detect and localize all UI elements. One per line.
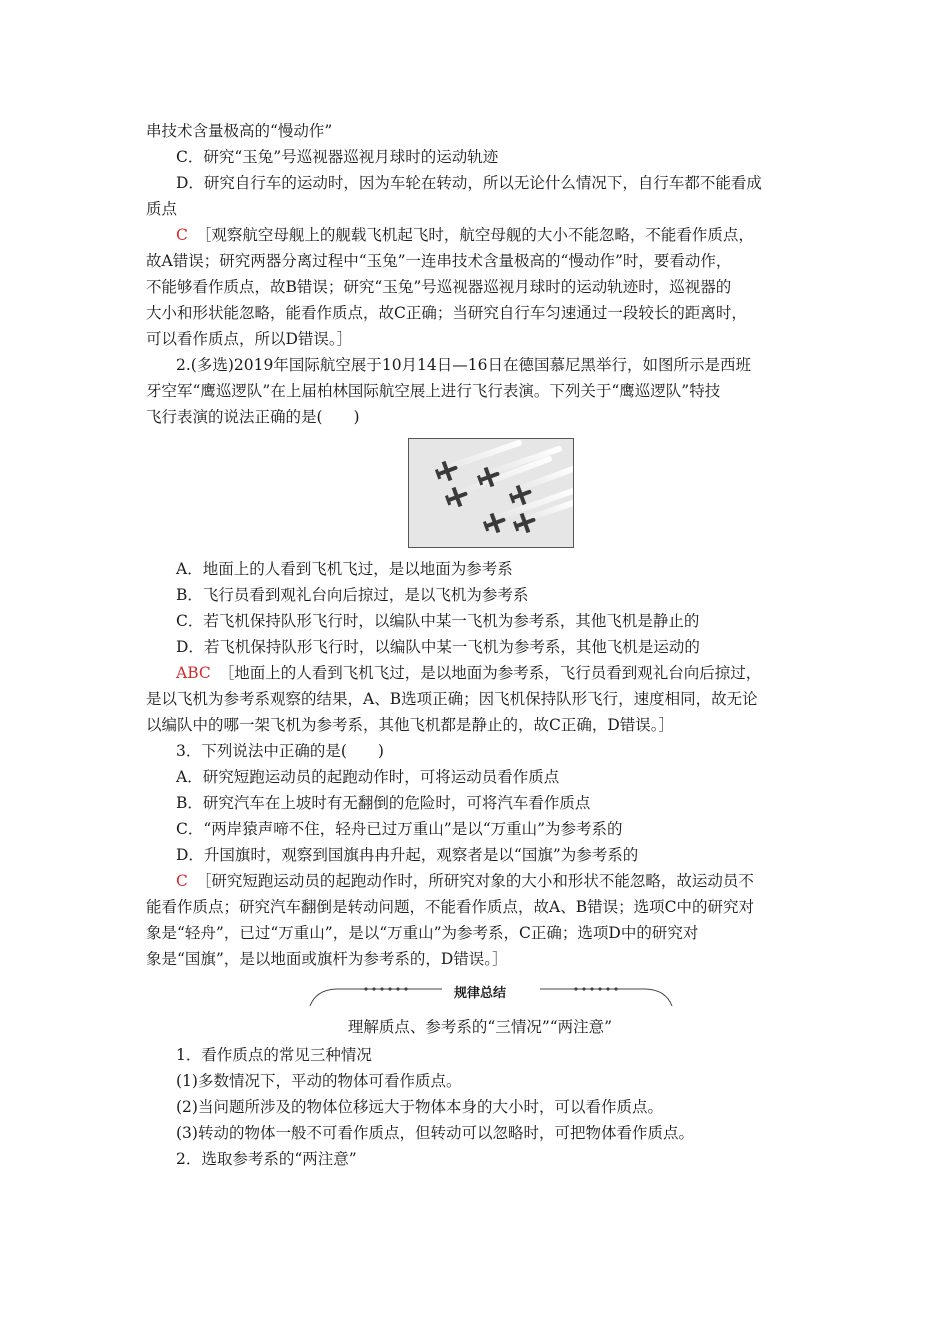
q3-answer-text: ［研究短跑运动员的起跑动作时，所研究对象的大小和形状不能忽略，故运动员不 [195,872,754,890]
summary-item: (3)转动的物体一般不可看作质点，但转动可以忽略时，可把物体看作质点。 [176,1124,694,1142]
q3-option: C．“两岸猿声啼不住，轻舟已过万重山”是以“万重山”为参考系的 [176,820,623,838]
q2-stem-line: 2.(多选)2019年国际航空展于10月14日—16日在德国慕尼黑举行，如图所示是西班 [176,356,752,374]
aerobatic-team-photo [408,438,574,548]
q1-answer-first-line [146,222,814,248]
q3-option: A．研究短跑运动员的起跑动作时，可将运动员看作质点 [176,768,560,786]
q1-option-d-continued: 质点 [146,200,178,218]
q3-option: B．研究汽车在上坡时有无翻倒的危险时，可将汽车看作质点 [176,794,591,812]
summary-item: 2．选取参考系的“两注意” [176,1150,357,1168]
q3-answer-line: 象是“国旗”，是以地面或旗杆为参考系的，D错误。］ [146,950,508,968]
q2-stem-line: 牙空军“鹰巡逻队”在上届柏林国际航空展上进行飞行表演。下列关于“鹰巡逻队”特技 [146,382,721,400]
q2-option: B．飞行员看到观礼台向后掠过，是以飞机为参考系 [176,586,529,604]
q3-option: D．升国旗时，观察到国旗冉冉升起，观察者是以“国旗”为参考系的 [176,846,639,864]
jets-formation-illustration [409,439,573,547]
q2-answer-first-line [146,660,814,686]
q1-option-d: D．研究自行车的运动时，因为车轮在转动，所以无论什么情况下，自行车都不能看成 [176,174,762,192]
q1-answer-line: 故A错误；研究两器分离过程中“玉兔”一连串技术含量极高的“慢动作”时，要看动作， [146,252,732,270]
q1-answer-letter: C [176,226,188,244]
q3-stem: 3．下列说法中正确的是( ) [176,742,384,760]
page-content [146,118,814,1172]
summary-item: 1．看作质点的常见三种情况 [176,1046,372,1064]
q2-option: C．若飞机保持队形飞行时，以编队中某一飞机为参考系，其他飞机是静止的 [176,612,700,630]
q1-option-c: C．研究“玉兔”号巡视器巡视月球时的运动轨迹 [176,148,499,166]
summary-banner [146,980,814,1014]
q3-answer-line: 能看作质点；研究汽车翻倒是转动问题，不能看作质点，故A、B错误；选项C中的研究对 [146,898,754,916]
q2-stem-line: 飞行表演的说法正确的是( ) [146,408,360,426]
q3-answer-letter: C [176,872,188,890]
q2-answer-text: ［地面上的人看到飞机飞过，是以地面为参考系，飞行员看到观礼台向后掠过， [218,664,762,682]
q1-option-b-continued: 串技术含量极高的“慢动作” [146,122,333,140]
summary-subtitle: 理解质点、参考系的“三情况”“两注意” [347,1018,613,1036]
q2-option: D．若飞机保持队形飞行时，以编队中某一飞机为参考系，其他飞机是运动的 [176,638,700,656]
summary-item: (1)多数情况下，平动的物体可看作质点。 [176,1072,462,1090]
q1-answer-line: 大小和形状能忽略，能看作质点，故C正确；当研究自行车匀速通过一段较长的距离时， [146,304,747,322]
q2-answer-line: 是以飞机为参考系观察的结果，A、B选项正确；因飞机保持队形飞行，速度相同，故无论 [146,690,758,708]
q3-answer-first-line [146,868,814,894]
q2-answer-line: 以编队中的哪一架飞机为参考系，其他飞机都是静止的，故C正确，D错误。］ [146,716,675,734]
q2-option: A．地面上的人看到飞机飞过，是以地面为参考系 [176,560,513,578]
q1-answer-text: ［观察航空母舰上的舰载飞机起飞时，航空母舰的大小不能忽略，不能看作质点， [195,226,754,244]
summary-item: (2)当问题所涉及的物体位移远大于物体本身的大小时，可以看作质点。 [176,1098,663,1116]
q1-answer-line: 不能够看作质点，故B错误；研究“玉兔”号巡视器巡视月球时的运动轨迹时，巡视器的 [146,278,732,296]
summary-badge: 规律总结 [453,986,506,1001]
q1-answer-line: 可以看作质点，所以D错误。］ [146,330,353,348]
q2-answer-letter: ABC [176,664,211,682]
q3-answer-line: 象是“轻舟”，已过“万重山”，是以“万重山”为参考系，C正确；选项D中的研究对 [146,924,699,942]
